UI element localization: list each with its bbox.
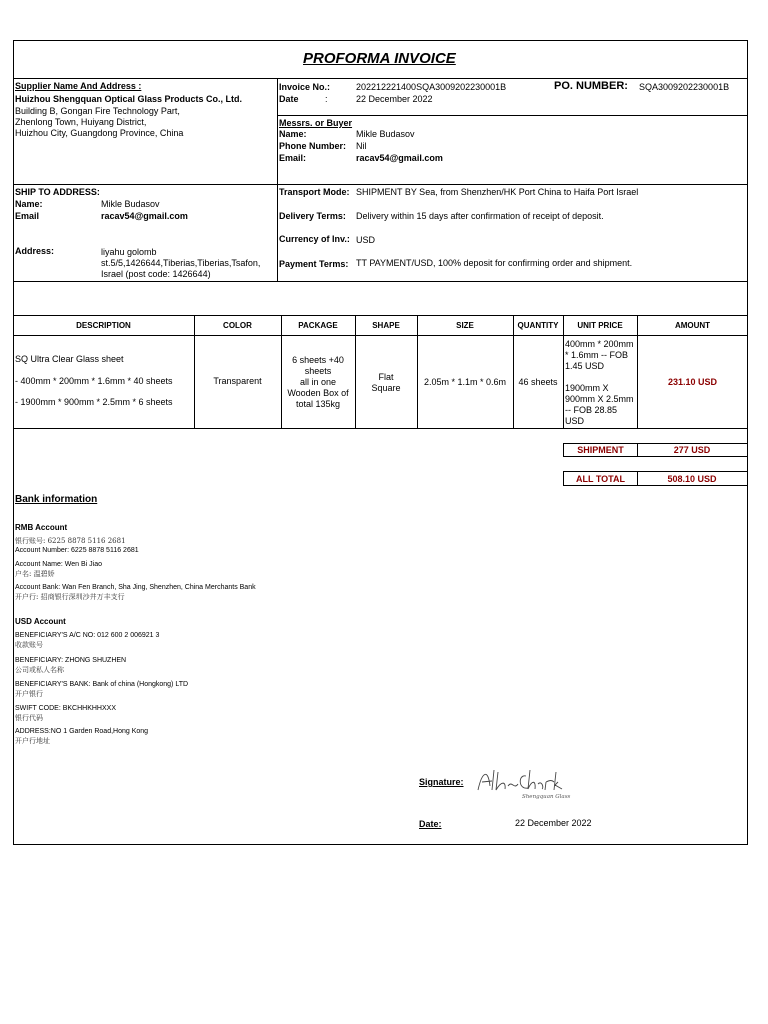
all-total-label: ALL TOTAL — [576, 474, 625, 484]
invoice-date-label: Date — [279, 94, 299, 104]
invoice-no-label: Invoice No.: — [279, 82, 331, 92]
col-header-package: PACKAGE — [298, 321, 338, 330]
shape-line: Flat — [378, 372, 394, 382]
rmb-account-name: Account Name: Wen Bi Jiao — [15, 561, 103, 568]
divider — [637, 315, 638, 428]
description-line: - 400mm * 200mm * 1.6mm * 40 sheets — [15, 376, 173, 386]
buyer-name-value: Mikle Budasov — [356, 129, 415, 139]
currency-value: USD — [356, 235, 376, 245]
unit-price-line: * 1.6mm -- FOB — [565, 350, 629, 360]
invoice-date-colon: : — [325, 94, 328, 104]
ship-to-email-value: racav54@gmail.com — [101, 211, 188, 221]
package-line: sheets — [304, 366, 332, 376]
quantity-cell: 46 sheets — [518, 377, 558, 387]
ship-to-address-line: liyahu golomb — [101, 247, 157, 257]
divider — [513, 315, 514, 428]
buyer-name-label: Name: — [279, 129, 307, 139]
rmb-account-number: Account Number: 6225 8878 5116 2681 — [15, 547, 139, 554]
buyer-label: Messrs. or Buyer — [279, 118, 353, 128]
usd-beneficiary-ac-cn: 收款账号 — [15, 641, 43, 649]
signature-scrawl — [472, 762, 572, 802]
ship-to-address-label: Address: — [15, 246, 55, 256]
color-cell: Transparent — [213, 376, 262, 386]
ship-to-label: SHIP TO ADDRESS: — [15, 187, 100, 197]
buyer-email-label: Email: — [279, 153, 307, 163]
payment-terms-value: TT PAYMENT/USD, 100% deposit for confirming order and shipment. — [356, 258, 633, 268]
po-number-value: SQA3009202230001B — [639, 82, 730, 92]
footer-date-value: 22 December 2022 — [515, 818, 592, 828]
rmb-account-heading: RMB Account — [15, 523, 68, 532]
package-line: Wooden Box of — [287, 388, 349, 398]
bank-info-heading: Bank information — [15, 494, 98, 505]
buyer-email-value: racav54@gmail.com — [356, 153, 443, 163]
supplier-label: Supplier Name And Address : — [15, 81, 142, 91]
invoice-no-value: 202212221400SQA3009202230001B — [356, 82, 507, 92]
col-header-color: COLOR — [223, 321, 252, 330]
buyer-phone-label: Phone Number: — [279, 141, 347, 151]
supplier-name: Huizhou Shengquan Optical Glass Products Co., Ltd. — [15, 94, 243, 104]
usd-address-cn: 开户行地址 — [15, 737, 50, 745]
col-header-quantity: QUANTITY — [517, 321, 559, 330]
usd-beneficiary-bank: BENEFICIARY'S BANK: Bank of china (Hongkong) LTD — [15, 681, 189, 688]
unit-price-line: 1900mm X — [565, 383, 609, 393]
ship-to-address-line: st.5/5,1426644,Tiberias,Tiberias,Tsafon, — [101, 258, 261, 268]
rmb-account-name-cn: 户名: 温碧娇 — [15, 570, 55, 578]
shipment-label: SHIPMENT — [577, 445, 624, 455]
rmb-account-bank: Account Bank: Wan Fen Branch, Sha Jing, Shenzhen, China Merchants Bank — [15, 584, 256, 591]
ship-to-name-label: Name: — [15, 199, 43, 209]
divider — [194, 315, 195, 428]
po-number-label: PO. NUMBER: — [554, 80, 628, 92]
divider — [277, 115, 748, 116]
description-line: SQ Ultra Clear Glass sheet — [15, 354, 124, 364]
col-header-shape: SHAPE — [372, 321, 400, 330]
supplier-address-line: Building B, Gongan Fire Technology Part, — [15, 106, 180, 116]
usd-beneficiary-cn: 公司或私人名称 — [15, 666, 64, 674]
unit-price-line: -- FOB 28.85 — [565, 405, 618, 415]
col-header-description: DESCRIPTION — [76, 321, 131, 330]
divider — [13, 184, 748, 185]
buyer-phone-value: Nil — [356, 141, 367, 151]
signature-small-text: Shengquan Glass — [522, 794, 571, 800]
ship-to-email-label: Email — [15, 211, 40, 221]
package-line: all in one — [299, 377, 337, 387]
usd-swift-code: SWIFT CODE: BKCHHKHHXXX — [15, 705, 116, 712]
unit-price-line: 400mm * 200mm — [565, 339, 634, 349]
delivery-terms-label: Delivery Terms: — [279, 211, 346, 221]
usd-address: ADDRESS:NO 1 Garden Road,Hong Kong — [15, 728, 149, 735]
divider — [277, 78, 278, 281]
divider — [13, 78, 748, 79]
divider — [13, 428, 748, 429]
payment-terms-label: Payment Terms: — [279, 259, 349, 269]
all-total-value: 508.10 USD — [667, 474, 717, 484]
signature-image — [472, 762, 572, 802]
currency-label: Currency of Inv.: — [279, 234, 350, 244]
footer-date-label: Date: — [419, 819, 442, 829]
col-header-size: SIZE — [456, 321, 474, 330]
ship-to-name-value: Mikle Budasov — [101, 199, 160, 209]
unit-price-line: 1.45 USD — [565, 361, 605, 371]
signature-label: Signature: — [419, 777, 464, 787]
package-line: total 135kg — [295, 399, 341, 409]
supplier-address-line: Zhenlong Town, Huiyang District, — [15, 117, 147, 127]
rmb-account-cn: 银行账号: 6225 8878 5116 2681 — [15, 537, 126, 545]
divider — [563, 315, 564, 428]
amount-cell: 231.10 USD — [667, 377, 718, 387]
description-line: - 1900mm * 900mm * 2.5mm * 6 sheets — [15, 397, 173, 407]
ship-to-address-line: Israel (post code: 1426644) — [101, 269, 211, 279]
usd-beneficiary: BENEFICIARY: ZHONG SHUZHEN — [15, 657, 127, 664]
col-header-unit-price: UNIT PRICE — [577, 321, 623, 330]
usd-beneficiary-ac: BENEFICIARY'S A/C NO: 012 600 2 006921 3 — [15, 632, 160, 639]
unit-price-line: USD — [565, 416, 585, 426]
unit-price-line: 900mm X 2.5mm — [565, 394, 634, 404]
shape-line: Square — [371, 383, 401, 393]
transport-mode-label: Transport Mode: — [279, 187, 350, 197]
invoice-date-value: 22 December 2022 — [356, 94, 433, 104]
rmb-account-bank-cn: 开户行: 招商银行深圳沙井万丰支行 — [15, 593, 125, 601]
usd-swift-code-cn: 银行代码 — [15, 714, 43, 722]
supplier-address-line: Huizhou City, Guangdong Province, China — [15, 128, 184, 138]
divider — [417, 315, 418, 428]
delivery-terms-value: Delivery within 15 days after confirmation of receipt of deposit. — [356, 211, 604, 221]
usd-account-heading: USD Account — [15, 617, 66, 626]
page-title: PROFORMA INVOICE — [303, 50, 456, 67]
shipment-row — [563, 443, 748, 457]
package-line: 6 sheets +40 — [292, 355, 344, 365]
divider — [13, 281, 748, 282]
all-total-row — [563, 471, 748, 486]
size-cell: 2.05m * 1.1m * 0.6m — [423, 377, 507, 387]
shipment-value: 277 USD — [673, 445, 711, 455]
col-header-amount: AMOUNT — [674, 321, 711, 330]
transport-mode-value: SHIPMENT BY Sea, from Shenzhen/HK Port China to Haifa Port Israel — [356, 187, 639, 197]
usd-beneficiary-bank-cn: 开户银行 — [15, 690, 43, 698]
